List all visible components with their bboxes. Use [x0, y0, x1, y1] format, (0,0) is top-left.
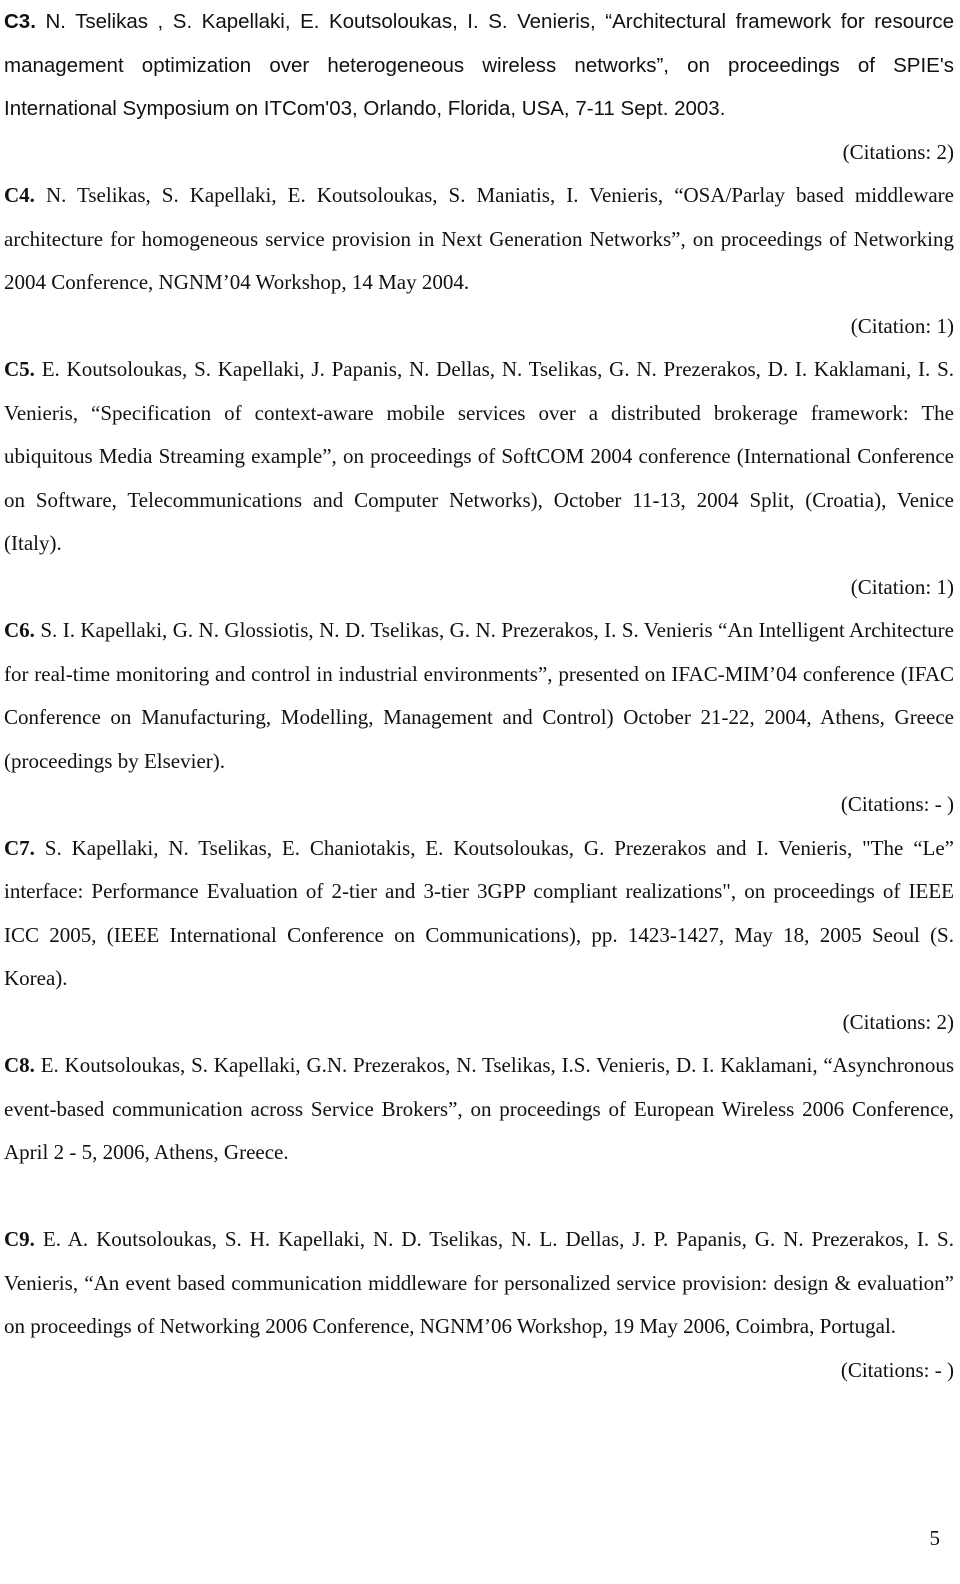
publication-entry-c7: [4, 827, 954, 1001]
entry-text: N. Tselikas, S. Kapellaki, E. Koutsoloukas, S. Maniatis, I. Venieris, “OSA/Parlay based middleware architecture for homogeneous service provision in Next Generation Networks”, on proceedings of Networking 2004 Conference, NGNM’04 Workshop, 14 May 2004.: [4, 183, 954, 294]
entry-code: C6.: [4, 618, 35, 642]
entry-code: C3.: [4, 10, 36, 33]
publication-entry-c9: [4, 1218, 954, 1349]
citation-count: (Citation: 1): [850, 574, 954, 599]
entry-code: C7.: [4, 835, 35, 860]
entry-code: C4.: [4, 183, 35, 207]
publication-entry-c6: [4, 609, 954, 783]
page-number: 5: [929, 1526, 940, 1550]
citation-count: (Citations: - ): [840, 792, 954, 816]
citation-count: (Citation: 1): [850, 313, 954, 338]
entry-text: E. Koutsoloukas, S. Kapellaki, J. Papanis, N. Dellas, N. Tselikas, G. N. Prezerakos, D. I. Kaklamani, I. S. Venieris, “Specification of context-aware mobile services over a distributed brokerage framework: The ubiquitous Media Streaming example”, on proceedings of SoftCOM 2004 conference (International Conference on Software, Telecommunications and Computer Networks), October 11-13, 2004 Split, (Croatia), Venice (Italy).: [4, 357, 954, 555]
publication-entry-c4: [4, 174, 954, 305]
citation-count: (Citations: - ): [840, 1357, 954, 1382]
publication-entry-c5: [4, 348, 954, 566]
entry-code: C8.: [4, 1053, 35, 1077]
publication-list: [4, 0, 954, 1392]
entry-text: S. I. Kapellaki, G. N. Glossiotis, N. D. Tselikas, G. N. Prezerakos, I. S. Venieris “An Intelligent Architecture for real-time monitoring and control in industrial environments”, presented on IFAC-MIM’04 conference (IFAC Conference on Manufacturing, Modelling, Management and Control) October 21-22, 2004, Athens, Greece (proceedings by Elsevier).: [4, 618, 954, 773]
entry-text: E. A. Koutsoloukas, S. H. Kapellaki, N. D. Tselikas, N. L. Dellas, J. P. Papanis, G. N. Prezerakos, I. S. Venieris, “An event based communication middleware for personalized service provision: design & evaluation” on proceedings of Networking 2006 Conference, NGNM’06 Workshop, 19 May 2006, Coimbra, Portugal.: [4, 1227, 954, 1338]
entry-code: C5.: [4, 357, 35, 381]
citation-count: (Citations: 2): [842, 1009, 954, 1034]
entry-text: S. Kapellaki, N. Tselikas, E. Chaniotakis, E. Koutsoloukas, G. Prezerakos and I. Venieris, "The “Le” interface: Performance Evaluation of 2-tier and 3-tier 3GPP compliant realizations", on proceedings of IEEE ICC 2005, (IEEE International Conference on Communications), pp. 1423-1427, May 18, 2005 Seoul (S. Korea).: [4, 835, 954, 990]
entry-text: N. Tselikas , S. Kapellaki, E. Koutsoloukas, I. S. Venieris, “Architectural framework for resource management optimization over heterogeneous wireless networks”, on proceedings of SPIE's International Symposium on ITCom'03, Orlando, Florida, USA, 7-11 Sept. 2003.: [4, 10, 954, 120]
entry-text: E. Koutsoloukas, S. Kapellaki, G.N. Prezerakos, N. Tselikas, I.S. Venieris, D. I. Kaklamani, “Asynchronous event-based communication across Service Brokers”, on proceedings of European Wireless 2006 Conference, April 2 - 5, 2006, Athens, Greece.: [4, 1053, 954, 1164]
entry-code: C9.: [4, 1227, 35, 1251]
publication-entry-c8: [4, 1044, 954, 1175]
citation-count: (Citations: 2): [842, 139, 954, 164]
entry-spacer: [4, 1175, 954, 1219]
publication-entry-c3: [4, 0, 954, 131]
